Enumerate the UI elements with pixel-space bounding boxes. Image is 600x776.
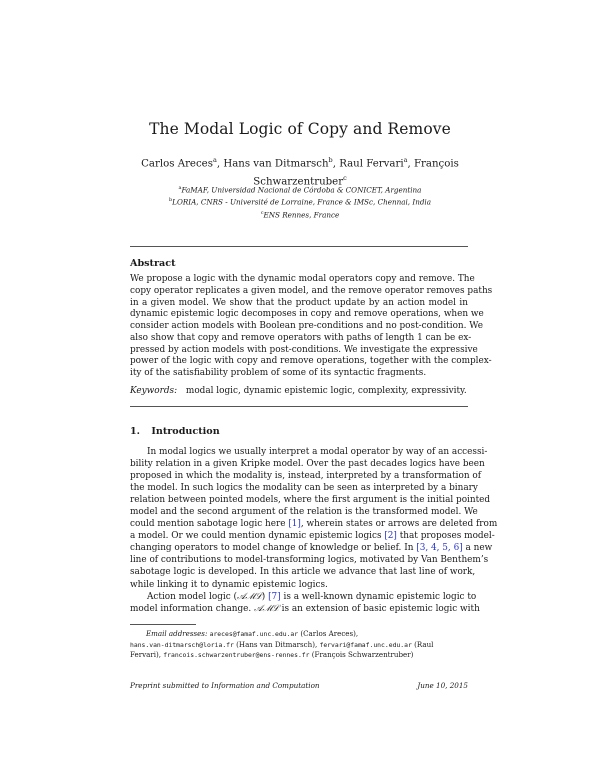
section-title: Introduction bbox=[151, 426, 220, 437]
citation-link[interactable]: [7] bbox=[268, 591, 281, 602]
body-line bbox=[130, 482, 478, 494]
keywords-text: modal logic, dynamic epistemic logic, complexity, expressivity. bbox=[185, 386, 467, 396]
author-name: Carlos Areces bbox=[141, 158, 213, 170]
abstract-body bbox=[130, 274, 493, 380]
affiliation-text: ENS Rennes, France bbox=[263, 210, 340, 220]
introduction-body bbox=[130, 446, 498, 615]
affiliation-mark: c bbox=[260, 209, 264, 216]
abstract-bottom-rule bbox=[130, 406, 468, 407]
abstract-line: We propose a logic with the dynamic modal operators copy and remove. The bbox=[130, 274, 475, 284]
section-number: 1. bbox=[130, 426, 141, 437]
body-text: changing operators to model change of knowledge or belief. In bbox=[130, 543, 417, 554]
affiliation-text: FaMAF, Universidad Nacional de Córdoba & CONICET, Argentina bbox=[181, 185, 422, 195]
body-text: a model. Or we could mention dynamic epistemic logics bbox=[130, 531, 385, 542]
footnote-text: (François Schwarzentruber) bbox=[309, 650, 414, 660]
body-line bbox=[130, 591, 477, 603]
affiliation-mark: a bbox=[403, 156, 408, 164]
math-symbol: 𝒜ℳℒ bbox=[254, 603, 279, 614]
email-address[interactable]: hans.van-ditmarsch@loria.fr bbox=[130, 640, 234, 649]
abstract-top-rule bbox=[130, 246, 468, 247]
footnote-rule bbox=[130, 624, 196, 625]
footer-date: June 10, 2015 bbox=[417, 681, 468, 690]
body-text: a new bbox=[462, 543, 493, 554]
keywords bbox=[130, 386, 468, 396]
body-line bbox=[130, 554, 489, 566]
footnote-label: Email addresses: bbox=[146, 629, 208, 638]
abstract-line: power of the logic with copy and remove operations, together with the complex- bbox=[130, 356, 492, 367]
author-name: Raul Fervari bbox=[339, 158, 404, 170]
citation-link[interactable]: [3, 4, 5, 6] bbox=[416, 543, 463, 554]
footnote-text: (Carlos Areces), bbox=[298, 629, 359, 638]
body-line bbox=[130, 579, 468, 591]
author-line-1: Carlos Areces$^a$, Hans van Ditmarsch$^b$, Raul Fervari$^a$, François bbox=[141, 156, 459, 170]
affiliation-mark: b bbox=[328, 156, 333, 164]
body-text: the model. In such logics the modality can be seen as interpreted by a binary bbox=[130, 483, 478, 494]
body-text: could mention sabotage logic here bbox=[130, 519, 289, 530]
affiliation-list bbox=[130, 183, 470, 220]
abstract-line: pressed by action models with post-conditions. We investigate the expressive bbox=[130, 344, 478, 355]
footnote-text: (Hans van Ditmarsch), bbox=[233, 639, 320, 649]
body-text: , wherein states or arrows are deleted from bbox=[300, 519, 498, 530]
citation-link[interactable]: [1] bbox=[288, 519, 301, 530]
body-text: ) bbox=[261, 591, 269, 602]
body-line bbox=[130, 518, 498, 530]
body-line bbox=[130, 470, 481, 482]
author-name: Hans van Ditmarsch bbox=[223, 158, 329, 170]
paper-title: The Modal Logic of Copy and Remove bbox=[149, 120, 451, 138]
body-text: model and the second argument of the relation is the transformed model. We bbox=[130, 507, 478, 518]
body-line bbox=[130, 446, 488, 458]
email-address[interactable]: fervari@famaf.unc.edu.ar bbox=[319, 640, 412, 649]
affiliation-mark: c bbox=[343, 174, 347, 183]
author-name-last: Schwarzentruber bbox=[253, 176, 344, 188]
body-line bbox=[130, 494, 491, 506]
email-address[interactable]: areces@famaf.unc.edu.ar bbox=[209, 630, 299, 638]
body-text: bility relation in a given Kripke model. Over the past decades logics have been bbox=[130, 459, 485, 470]
affiliation-mark: a bbox=[178, 185, 182, 191]
citation-link[interactable]: [2] bbox=[384, 531, 397, 542]
footnote-text: Fervari), bbox=[130, 650, 164, 660]
affiliation-mark: b bbox=[168, 197, 173, 204]
section-heading bbox=[130, 426, 220, 437]
footnote-line bbox=[130, 640, 468, 651]
body-text: model information change. bbox=[130, 603, 255, 614]
body-line bbox=[130, 506, 478, 518]
body-line bbox=[130, 458, 485, 470]
affiliation bbox=[130, 183, 470, 195]
footnote-line bbox=[130, 629, 468, 640]
affiliation-mark: a bbox=[212, 156, 217, 164]
email-address[interactable]: francois.schwarzentruber@ens-rennes.fr bbox=[163, 651, 310, 660]
footer-journal: Preprint submitted to Information and Computation bbox=[130, 681, 320, 690]
abstract-line: dynamic epistemic logic decomposes in copy and remove operations, when we bbox=[130, 309, 484, 320]
footnote-text: (Raul bbox=[411, 639, 434, 649]
body-text: is a well-known dynamic epistemic logic to bbox=[280, 591, 477, 602]
footnote bbox=[130, 629, 468, 661]
abstract-line: copy operator replicates a given model, and the remove operator removes paths bbox=[130, 285, 493, 296]
abstract-line: also show that copy and remove operators with paths of length 1 can be ex- bbox=[130, 332, 472, 343]
body-text: proposed in which the modality is, instead, interpreted by a transformation of bbox=[130, 471, 481, 482]
body-text: line of contributions to model-transforming logics, motivated by Van Benthem’s bbox=[130, 555, 489, 566]
affiliation bbox=[130, 208, 470, 220]
body-line bbox=[130, 542, 493, 554]
body-text: is an extension of basic epistemic logic with bbox=[278, 603, 480, 614]
footnote-line bbox=[130, 650, 468, 661]
body-text: relation between pointed models, where the first argument is the initial pointed bbox=[130, 495, 491, 506]
affiliation-text: LORIA, CNRS - Université de Lorraine, France & IMSc, Chennai, India bbox=[172, 197, 432, 207]
affiliation bbox=[130, 195, 470, 207]
body-line bbox=[130, 566, 476, 578]
abstract-line: in a given model. We show that the product update by an action model in bbox=[130, 297, 468, 308]
body-line bbox=[130, 530, 495, 542]
body-line bbox=[130, 603, 480, 615]
body-text: Action model logic ( bbox=[147, 591, 237, 602]
body-text: sabotage logic is developed. In this article we advance that last line of work, bbox=[130, 567, 476, 578]
abstract-line: consider action models with Boolean pre-conditions and no post-condition. We bbox=[130, 321, 483, 331]
abstract-line: ity of the satisfiability problem of some of its syntactic fragments. bbox=[130, 368, 427, 378]
body-text: that proposes model- bbox=[396, 531, 495, 542]
math-symbol: 𝒜ℳℒ bbox=[236, 591, 262, 602]
body-text: while linking it to dynamic epistemic logics. bbox=[130, 579, 328, 590]
keywords-label: Keywords: bbox=[130, 386, 178, 396]
body-text: In modal logics we usually interpret a modal operator by way of an accessi- bbox=[147, 447, 488, 457]
author-name-first: François bbox=[413, 158, 459, 170]
abstract-heading: Abstract bbox=[130, 258, 176, 269]
